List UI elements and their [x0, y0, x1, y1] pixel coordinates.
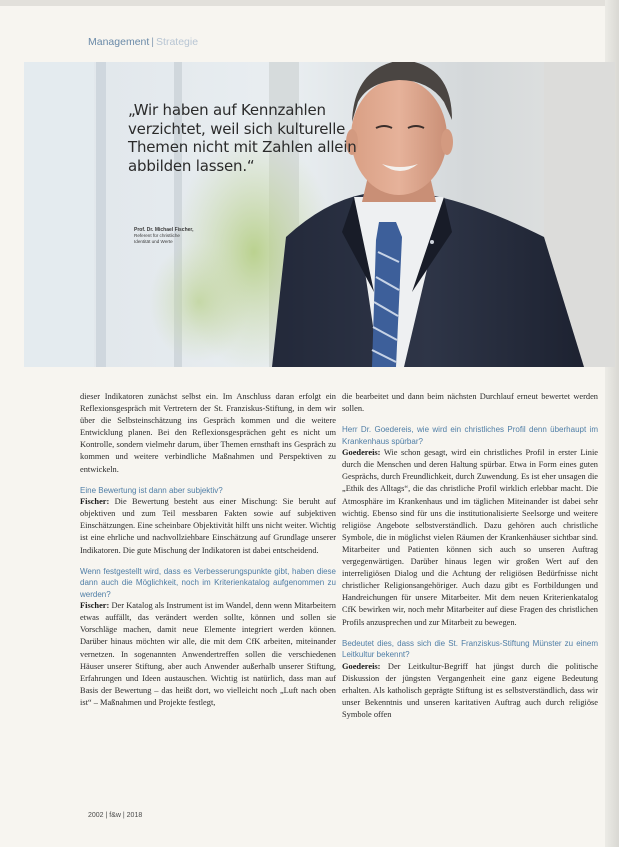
interview-question: Bedeutet dies, dass sich die St. Franziskus-Stiftung Münster zu einem Leitkultur bekennt? [342, 638, 598, 660]
paragraph: die bearbeitet und dann beim nächsten Durchlauf erneut bewertet werden sollen. [342, 392, 598, 414]
subsection-name: Strategie [156, 36, 199, 48]
quote-attribution [134, 227, 254, 245]
page-footer: 2002 | f&w | 2018 [88, 812, 143, 819]
answer-text: Der Leitkultur-Begriff hat jüngst durch die politische Diskussion der jüngsten Vergangenheit eine ganz eigene Bedeutung erhalten. Als katholisch geprägte Stiftung ist es selbstverständlich, dass wir unser Bekenntnis und unseren karitativen Auftrag auch durch religiöse Symbole offen [342, 661, 598, 719]
interview-question: Wenn festgestellt wird, dass es Verbesserungspunkte gibt, haben diese dann auch die Möglichkeit, noch im Kriterienkatalog aufgenommen zu werden? [80, 566, 336, 599]
section-separator: | [151, 36, 155, 48]
scan-edge [0, 0, 619, 6]
section-header [88, 36, 198, 48]
paragraph: dieser Indikatoren zunächst selbst ein. Im Anschluss daran erfolgt ein Reflexionsgespräch mit Vertretern der St. Franziskus-Stiftung, in dem wir über die Selbsteinschätzung ins Gespräch kommen und die weitere Entwicklung planen. Bei den Reflexionsgesprächen geht es nicht um Kontrolle, sondern vielmehr darum, über Themen ernsthaft ins Gespräch zu kommen und weitere verbindliche Maßnahmen und Perspektiven zu entwickeln. [80, 392, 336, 474]
interview-question: Herr Dr. Goedereis, wie wird ein christliches Profil denn überhaupt im Krankenhaus spürbar? [342, 425, 598, 446]
answer-text: Der Katalog als Instrument ist im Wandel, denn wenn Mitarbeitern etwas auffällt, das verändert werden sollte, können und sollen sie Vorschläge machen, damit neue Elemente integriert werden können. Darüber hinaus möchten wir alle, die mit dem CfK arbeiten, miteinander vernetzen. In sogenannten Anwendertreffen sollen die verschiedenen Häuser unserer Stiftung, aber auch Anwender außerhalb unserer Stiftung, Erfahrungen und Ideen austauschen. Wichtig ist natürlich, dass man auf Basis der Bewertung – das heißt dort, wo vielleicht noch „Luft nach oben ist“ – Maßnahmen und Projekte festlegt, [80, 601, 336, 707]
interview-answer [80, 496, 336, 556]
pull-quote: „Wir haben auf Kennzahlen verzichtet, weil sich kulturelle Themen nicht mit Zahlen allein abbilden lassen.“ [128, 101, 357, 175]
speaker-name: Goedereis: [342, 448, 381, 458]
quote-author-role-2: Identität und Werte [134, 239, 173, 244]
answer-text: Die Bewertung besteht aus einer Mischung: Sie beruht auf objektiven und zum Teil messbaren Fakten sowie auf subjektiven Einschätzungen. Eine scheinbare Objektivität hilft uns nicht weiter. Wichtig ist eine ehrliche und nachvollziehbare Einschätzung auf Grundlage unserer Indikatoren. Die gute Mischung der Indikatoren ist dabei entscheidend. [80, 497, 336, 555]
section-name: Management [88, 36, 150, 48]
quote-author-name: Prof. Dr. Michael Fischer, [134, 227, 194, 233]
interview-answer [342, 661, 598, 721]
text-column-right [342, 391, 598, 721]
interview-answer [342, 447, 598, 628]
speaker-name: Fischer: [80, 601, 110, 611]
interview-answer [80, 600, 336, 709]
text-column-left [80, 391, 336, 709]
interview-question: Eine Bewertung ist dann aber subjektiv? [80, 485, 223, 495]
speaker-name: Goedereis: [342, 661, 381, 671]
quote-author-role-1: Referent für christliche [134, 233, 180, 238]
speaker-name: Fischer: [80, 497, 110, 507]
answer-text: Wie schon gesagt, wird ein christliches Profil in erster Linie durch die Menschen und deren Haltung spürbar. Etwa in Form eines guten Gesprächs, durch Freundlichkeit, durch Zuwendung. Es ist eher unsagen die „Ethik des Alltags“, die das christliche Profil wirklich erlebbar macht. Die Atmosphäre im Krankenhaus und im täglichen Miteinander ist dabei sehr wichtig. Ebenso sind für uns die institutionalisierte Seelsorge und weitere religiöse Angebote selbstverständlich. Dazu gehören auch christliche Symbole, die in möglichst vielen Räumen der Krankenhäuser sichtbar sind. Mitarbeiter und Patienten können sich auch so unseren Auftrag vergegenwärtigen. Darüber hinaus legen wir großen Wert auf den interreligiösen Dialog und die Achtung der religiösen Bedürfnisse nicht christlicher Religionsangehöriger. Auch dazu gibt es Fortbildungen und Handreichungen für unsere Mitarbeiter. Mit dem neuen Kriterienkatalog CfK bewirken wir, noch mehr Mitarbeiter auf diese Fragen des christlichen Profils anzusprechen und zur Mitarbeit zu bewegen. [342, 448, 598, 627]
